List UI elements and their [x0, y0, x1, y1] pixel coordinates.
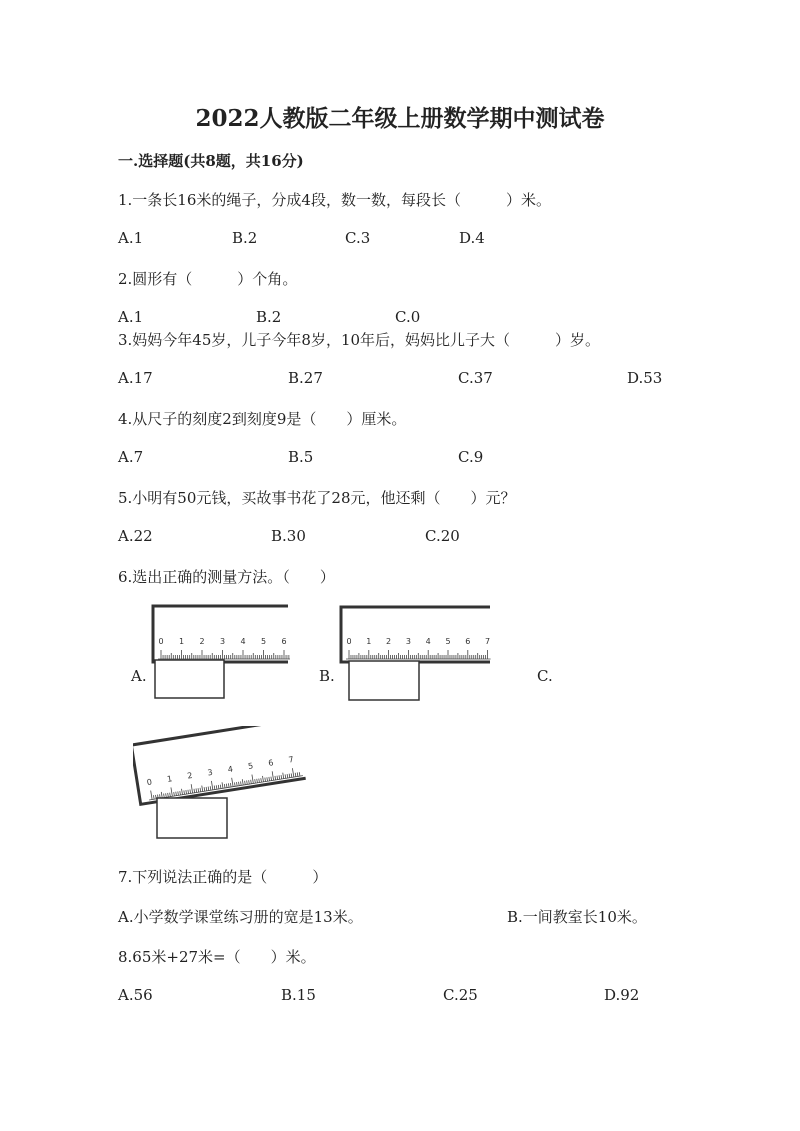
ruler-c-tick — [265, 778, 266, 782]
q8-option-a[interactable]: A.56 — [118, 986, 153, 1004]
ruler-c-tick — [263, 776, 264, 782]
ruler-c-tick — [289, 774, 290, 778]
q5-option-a[interactable]: A.22 — [118, 527, 153, 545]
ruler-a-label: 0 — [158, 637, 164, 646]
ruler-a-ticks — [158, 650, 290, 659]
ruler-c-tick — [226, 784, 227, 788]
question-4: 4.从尺子的刻度2到刻度9是（ ）厘米。 — [118, 410, 407, 428]
ruler-c-label: 5 — [247, 761, 254, 772]
ruler-c-tick — [277, 776, 278, 780]
ruler-c-tick — [198, 788, 199, 792]
ruler-c-tick — [214, 786, 215, 790]
ruler-c-tick — [161, 792, 162, 798]
ruler-c-tick — [171, 787, 172, 796]
q1-option-a[interactable]: A.1 — [118, 229, 144, 247]
ruler-c-tick — [218, 785, 219, 789]
ruler-b-label: 0 — [346, 637, 352, 646]
ruler-c-tick — [196, 788, 197, 792]
ruler-c-tick — [245, 781, 246, 785]
ruler-c-tick — [275, 776, 276, 780]
ruler-c-tick — [287, 774, 288, 778]
ruler-c-tick — [295, 773, 296, 777]
ruler-c-tick — [206, 787, 207, 791]
ruler-c-tick — [191, 784, 192, 793]
ruler-c-tick — [204, 787, 205, 791]
ruler-a-label: 3 — [219, 637, 226, 646]
q3-option-a[interactable]: A.17 — [118, 369, 153, 387]
ruler-c-tick — [283, 773, 284, 779]
ruler-c-tick — [252, 775, 253, 784]
ruler-c-tick — [234, 782, 235, 786]
page-title: 2022人教版二年级上册数学期中测试卷 — [195, 105, 605, 132]
ruler-c-tick — [230, 783, 231, 787]
ruler-c-tick — [259, 779, 260, 783]
ruler-c-label: 2 — [186, 770, 194, 781]
ruler-c-tick — [242, 779, 243, 785]
ruler-c-tick — [249, 780, 250, 784]
q3-option-d[interactable]: D.53 — [627, 369, 663, 387]
ruler-c-tick — [237, 782, 238, 786]
ruler-c-tick — [168, 793, 169, 797]
ruler-c-tick — [220, 785, 221, 789]
q4-option-c[interactable]: C.9 — [458, 448, 484, 466]
ruler-c-tick — [202, 786, 203, 792]
ruler-b-label: 5 — [445, 637, 451, 646]
ruler-c-tick — [239, 782, 240, 786]
ruler-c-label: 7 — [287, 754, 295, 765]
ruler-b-label: 3 — [405, 637, 411, 646]
ruler-c-tick — [180, 791, 181, 795]
ruler-c-tick — [188, 790, 189, 794]
ruler-c-tick — [153, 795, 154, 799]
ruler-c-tick — [174, 792, 175, 796]
question-2: 2.圆形有（ ）个角。 — [118, 270, 298, 288]
q1-option-b[interactable]: B.2 — [232, 229, 258, 247]
q7-option-b[interactable]: B.一间教室长10米。 — [507, 908, 647, 926]
ruler-a-label: 5 — [260, 637, 267, 646]
question-8: 8.65米+27米=（ ）米。 — [118, 948, 316, 966]
ruler-c-tick — [151, 791, 152, 800]
q6-option-c[interactable]: C. — [537, 667, 553, 685]
ruler-c-tick — [194, 789, 195, 793]
ruler-b-label: 7 — [485, 637, 491, 646]
ruler-c-tick — [281, 775, 282, 779]
question-6: 6.选出正确的测量方法。（ ） — [118, 568, 335, 586]
question-7: 7.下列说法正确的是（ ） — [118, 868, 328, 886]
q1-option-d[interactable]: D.4 — [459, 229, 485, 247]
ruler-c-tick — [176, 792, 177, 796]
ruler-figure-c — [133, 726, 313, 846]
ruler-c-tick — [190, 789, 191, 793]
q4-option-b[interactable]: B.5 — [288, 448, 314, 466]
question-3: 3.妈妈今年45岁，儿子今年8岁，10年后，妈妈比儿子大（ ）岁。 — [118, 331, 601, 349]
ruler-c-tick — [186, 790, 187, 794]
ruler-c-label: 6 — [267, 758, 275, 768]
ruler-c-tick — [156, 795, 157, 799]
ruler-c-tick — [224, 784, 225, 788]
question-1: 1.一条长16米的绳子，分成4段，数一数，每段长（ ）米。 — [118, 191, 551, 209]
ruler-a-label: 6 — [281, 637, 287, 646]
ruler-c-tick — [267, 777, 268, 781]
ruler-c-tick — [297, 772, 298, 776]
ruler-b-label: 1 — [366, 637, 372, 646]
q8-option-d[interactable]: D.92 — [604, 986, 640, 1004]
q1-option-c[interactable]: C.3 — [345, 229, 371, 247]
ruler-c-tick — [285, 774, 286, 778]
ruler-c-tick — [255, 779, 256, 783]
ruler-c-tick — [269, 777, 270, 781]
ruler-c-tick — [228, 783, 229, 787]
ruler-c-label: 3 — [206, 767, 214, 778]
q6-option-a[interactable]: A. — [131, 667, 147, 685]
ruler-c-tick — [208, 787, 209, 791]
q4-option-a[interactable]: A.7 — [118, 448, 144, 466]
ruler-figure-a — [148, 602, 290, 702]
ruler-figure-b — [336, 602, 492, 702]
ruler-a-label: 1 — [178, 637, 185, 646]
ruler-c-tick — [291, 773, 292, 777]
measured-rectangle-a — [155, 660, 224, 698]
q3-option-c[interactable]: C.37 — [458, 369, 493, 387]
ruler-c-tick — [241, 781, 242, 785]
ruler-c-tick — [170, 793, 171, 797]
q8-option-c[interactable]: C.25 — [443, 986, 478, 1004]
q2-option-a[interactable]: A.1 — [118, 308, 144, 326]
ruler-c-tick — [247, 780, 248, 784]
ruler-c-tick — [251, 780, 252, 784]
q8-option-b[interactable]: B.15 — [281, 986, 316, 1004]
ruler-c-tick — [272, 771, 273, 780]
ruler-a-label: 4 — [240, 637, 246, 646]
ruler-c-tick — [178, 791, 179, 795]
ruler-c-tick — [182, 789, 183, 795]
measured-rectangle-c — [157, 798, 227, 838]
ruler-c-tick — [210, 786, 211, 790]
q7-option-a[interactable]: A.小学数学课堂练习册的宽是13米。 — [118, 908, 363, 926]
section-heading: 一.选择题(共8题，共16分) — [118, 152, 304, 170]
q6-option-b[interactable]: B. — [319, 667, 335, 685]
ruler-c-tick — [292, 768, 293, 777]
q2-option-c[interactable]: C.0 — [395, 308, 421, 326]
ruler-c-label: 1 — [166, 774, 173, 784]
ruler-b-label: 2 — [386, 637, 392, 646]
ruler-c-tick — [261, 778, 262, 782]
q3-option-b[interactable]: B.27 — [288, 369, 323, 387]
ruler-c-tick — [200, 788, 201, 792]
q5-option-c[interactable]: C.20 — [425, 527, 460, 545]
ruler-b-label: 6 — [465, 637, 471, 646]
q2-option-b[interactable]: B.2 — [256, 308, 282, 326]
ruler-c-tick — [257, 779, 258, 783]
ruler-a-label: 2 — [199, 637, 205, 646]
ruler-c-label: 0 — [146, 777, 153, 788]
ruler-c-tick — [279, 775, 280, 779]
ruler-c-tick — [232, 778, 233, 787]
ruler-c-tick — [216, 785, 217, 789]
question-5: 5.小明有50元钱，买故事书花了28元，他还剩（ ）元？ — [118, 489, 516, 507]
q5-option-b[interactable]: B.30 — [271, 527, 306, 545]
ruler-c-tick — [211, 781, 212, 790]
ruler-b-label: 4 — [425, 637, 431, 646]
ruler-c-tick — [299, 772, 300, 776]
ruler-c-tick — [271, 777, 272, 781]
ruler-c-tick — [164, 794, 165, 798]
ruler-c-tick — [166, 793, 167, 797]
ruler-c-tick — [184, 790, 185, 794]
ruler-c-label: 4 — [227, 764, 234, 775]
ruler-c-tick — [222, 782, 223, 788]
measured-rectangle-b — [349, 661, 419, 700]
